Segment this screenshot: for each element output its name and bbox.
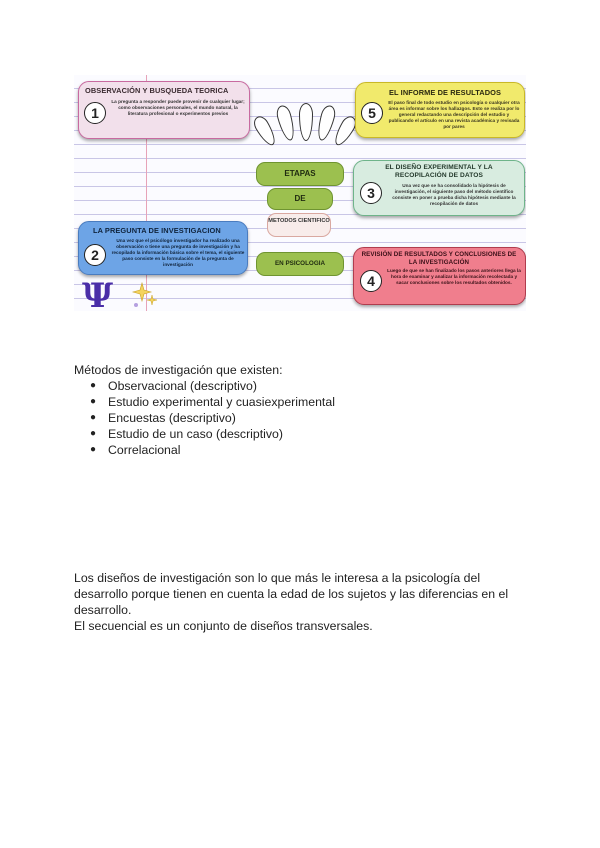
bullet-icon: ● <box>90 412 97 423</box>
stage-title: REVISIÓN DE RESULTADOS Y CONCLUSIONES DE LA INVESTIGACIÓN <box>361 251 517 266</box>
stage-title: OBSERVACIÓN Y BUSQUEDA TEORICA <box>85 86 229 95</box>
center-label-etapas: ETAPAS <box>256 162 344 186</box>
stage-number-badge: 3 <box>360 182 382 204</box>
method-item-text: Observacional (descriptivo) <box>108 379 257 393</box>
stage-title: LA PREGUNTA DE INVESTIGACION <box>93 226 221 235</box>
list-item <box>74 410 335 426</box>
sparkle-stars-icon <box>130 281 160 311</box>
list-item <box>74 394 335 410</box>
stage-card-revision <box>353 247 526 305</box>
stage-card-observacion <box>78 81 250 139</box>
stage-description: La pregunta a responder puede provenir de cualquier lugar; como observaciones personales, el mundo natural, la literatura profesional o experimentos previos <box>111 99 245 117</box>
list-item <box>74 442 335 458</box>
stage-description: Una vez que el psicólogo investigador ha realizado una observación o tiene una pregunta de investigación y ha recopilado la información básica sobre el tema, el siguiente paso consiste en la formulación de la pregunta de investigación <box>111 238 245 268</box>
stage-title: EL DISEÑO EXPERIMENTAL Y LA RECOPILACIÓN DE DATOS <box>385 164 493 179</box>
stage-number-badge: 1 <box>84 102 106 124</box>
paragraph-secuencial: El secuencial es un conjunto de diseños transversales. <box>74 619 373 633</box>
center-label-metodos: METODOS CIENTIFICO <box>267 213 331 237</box>
bullet-icon: ● <box>90 428 97 439</box>
stage-description: Una vez que se ha consolidado la hipótesis de investigación, el siguiente paso del método científico consiste en poner a prueba dicha hipótesis mediante la recopilación de datos <box>392 183 516 207</box>
methods-list <box>74 378 335 458</box>
petal-decoration <box>275 104 298 142</box>
center-label-de: DE <box>267 188 333 210</box>
method-item-text: Encuestas (descriptivo) <box>108 411 236 425</box>
stage-description: El paso final de todo estudio en psicología o cualquier otra área es informar sobre los hallazgos. Esto se realiza por lo general redactando una descripción del estudio y publicando el artículo en una revista académica y revisada por pares <box>388 100 520 130</box>
methods-heading: Métodos de investigación que existen: <box>74 363 283 377</box>
center-label-psicologia: EN PSICOLOGIA <box>256 252 344 276</box>
stage-description: Luego de que se han finalizado los pasos anteriores llega la hora de examinar y analizar la información recolectada y sacar conclusiones sobre los resultados obtenidos. <box>387 268 521 286</box>
method-item-text: Estudio de un caso (descriptivo) <box>108 427 283 441</box>
stage-card-pregunta <box>78 221 248 275</box>
stage-number-badge: 2 <box>84 244 106 266</box>
psi-logo-icon: Ψ <box>82 276 114 311</box>
petal-decoration <box>299 103 313 141</box>
list-item <box>74 426 335 442</box>
petal-decoration <box>315 104 338 142</box>
method-item-text: Estudio experimental y cuasiexperimental <box>108 395 335 409</box>
method-item-text: Correlacional <box>108 443 181 457</box>
stage-number-badge: 5 <box>361 102 383 124</box>
stage-card-informe <box>355 82 525 138</box>
stages-infographic <box>74 75 526 311</box>
list-item <box>74 378 335 394</box>
stage-card-diseno <box>353 160 525 216</box>
bullet-icon: ● <box>90 380 97 391</box>
paragraph-disenos: Los diseños de investigación son lo que más le interesa a la psicología del desarrollo porque tienen en cuenta la edad de los sujetos y las diferencias en el desarrollo. <box>74 571 509 617</box>
petal-decoration <box>251 114 279 149</box>
stage-number-badge: 4 <box>360 270 382 292</box>
bullet-icon: ● <box>90 444 97 455</box>
bullet-icon: ● <box>90 396 97 407</box>
stage-title: EL INFORME DE RESULTADOS <box>389 88 502 97</box>
